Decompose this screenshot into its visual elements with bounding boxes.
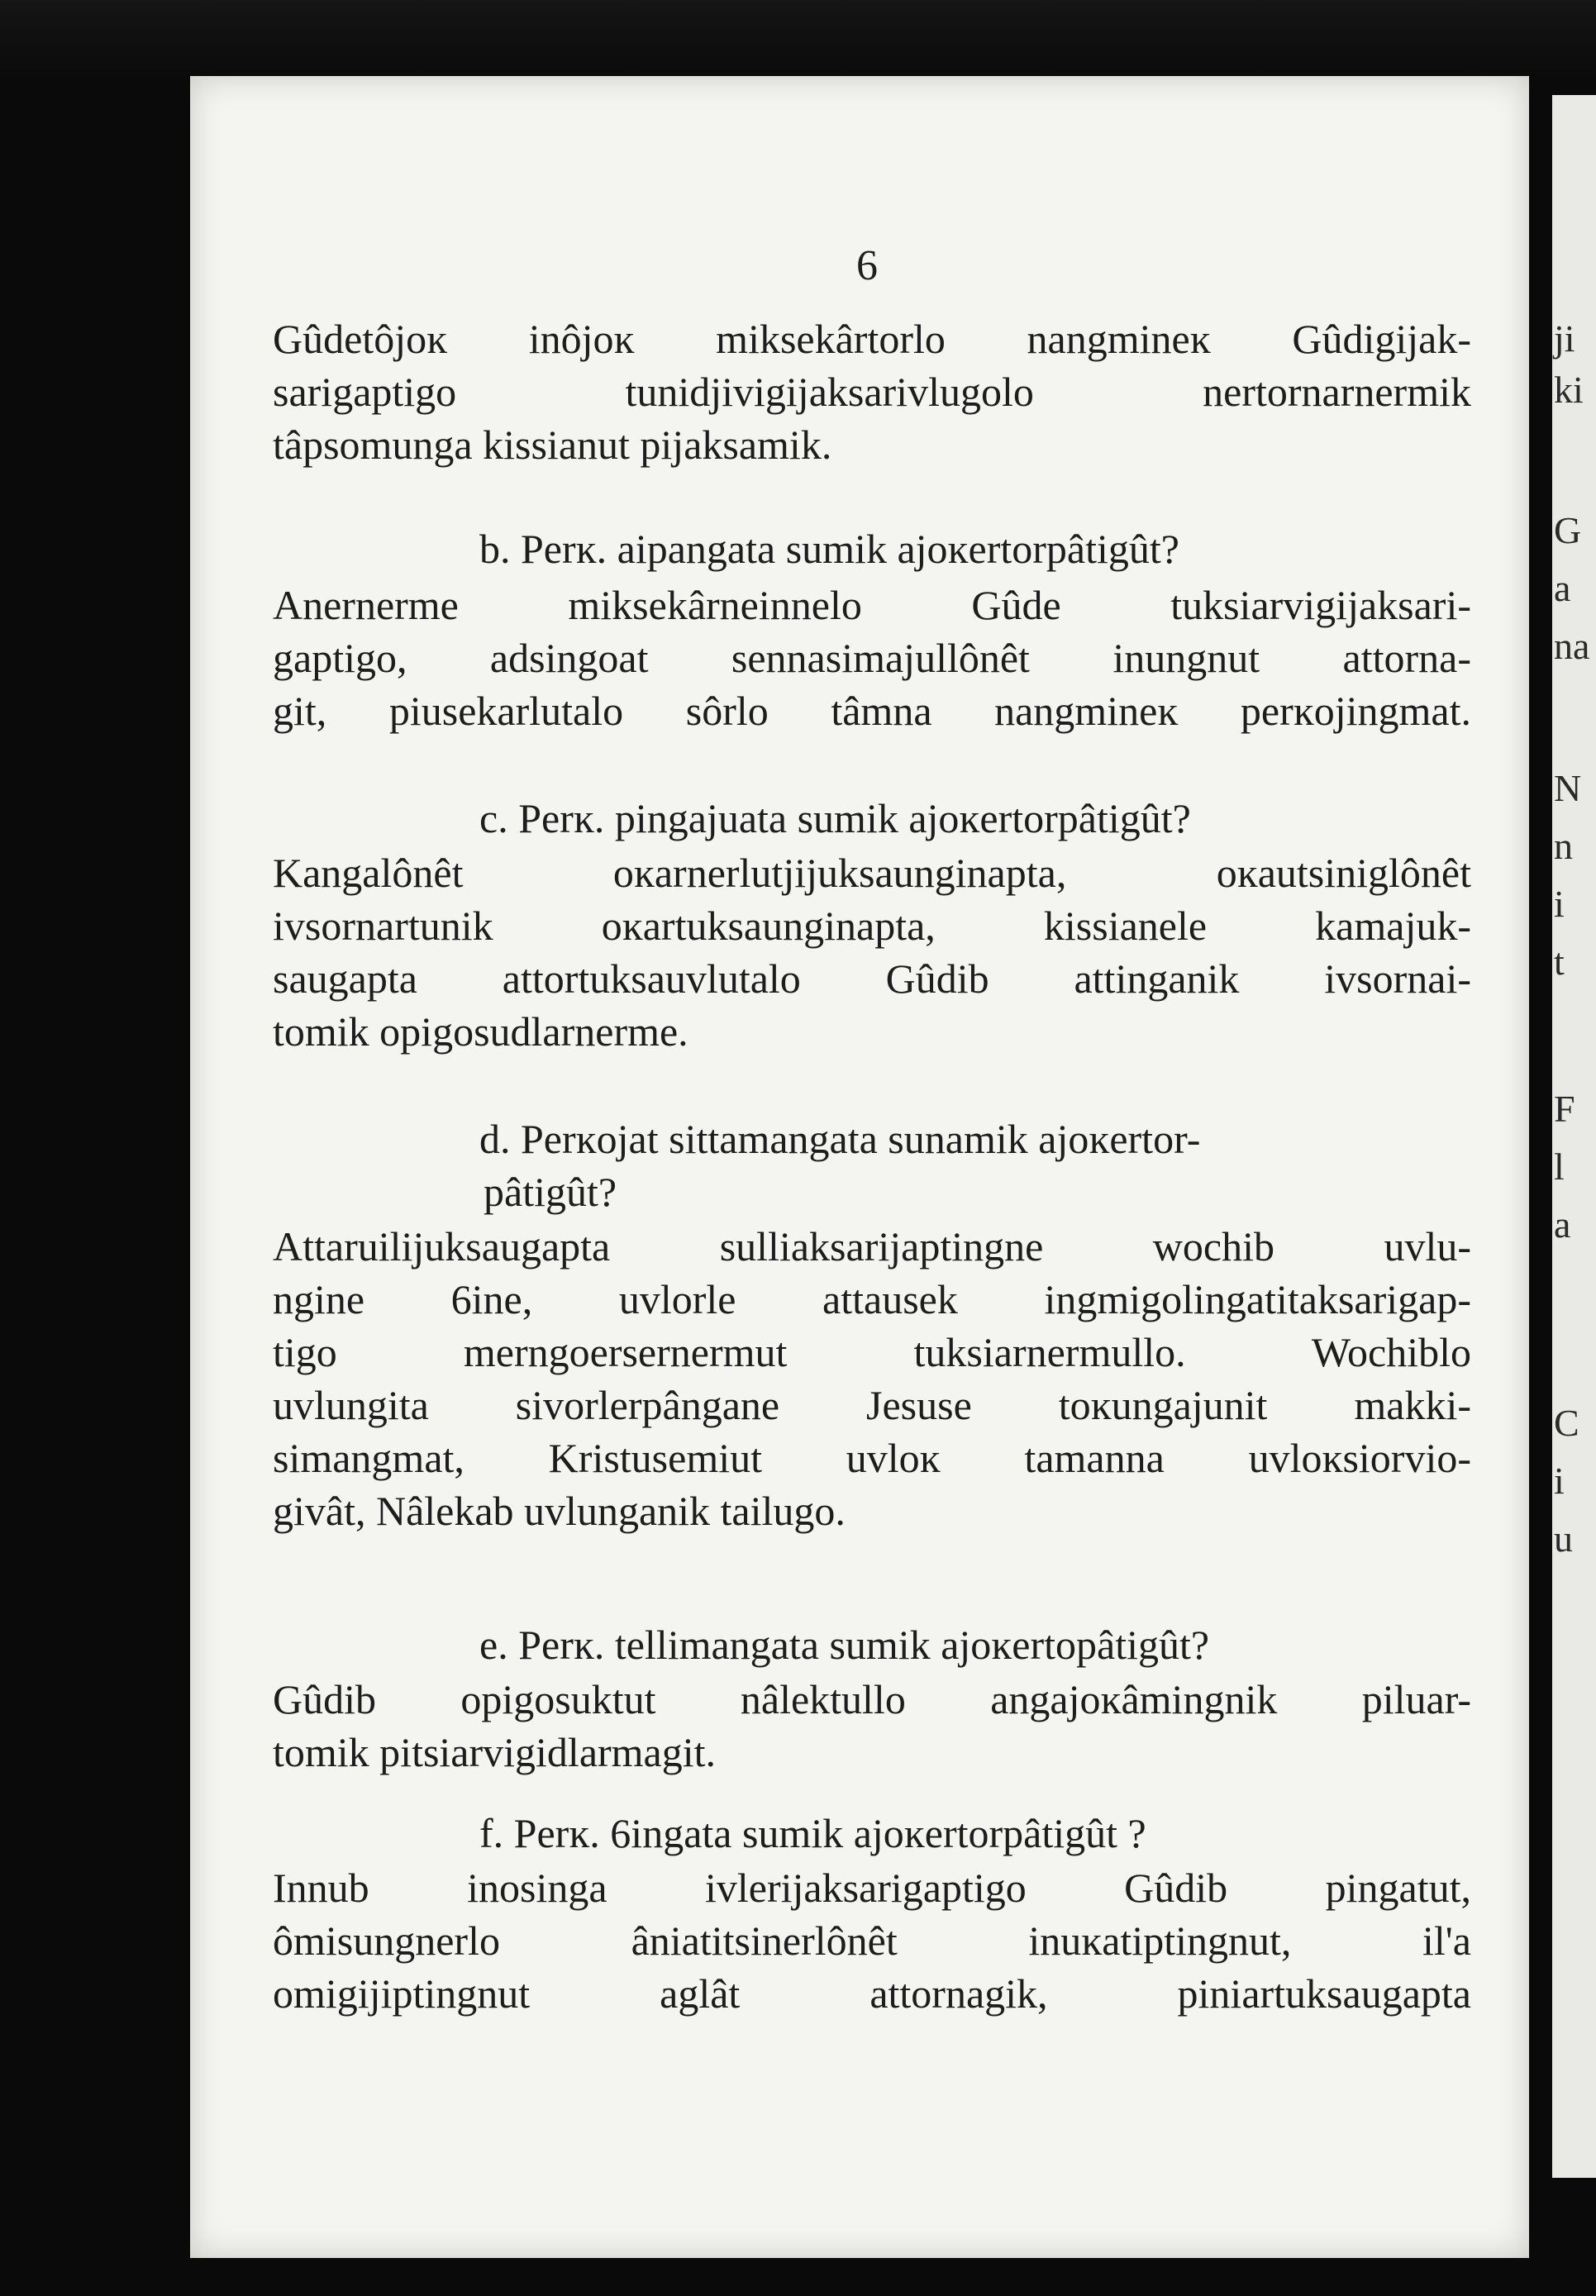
neighbor-fragment: a [1554,1203,1571,1246]
text-line: gaptigo, adsingoat sennasimajullônêt inungnut attorna- [273,635,1471,681]
heading-line: d. Perĸojat sittamangata sunamik ajoĸertor- [479,1116,1201,1162]
text-line: uvlungita sivorlerpângane Jesuse toĸungajunit makki- [273,1382,1471,1428]
neighbor-fragment: N [1554,767,1582,809]
text-line: sarigaptigo tunidjivigijaksarivlugolo nertornarnermik [273,369,1471,415]
text-line: tâpsomunga kissianut pijaksamik. [273,422,832,468]
paragraph-d [273,1220,1471,1537]
text-line: Attaruilijuksaugapta sulliaksarijaptingne wochib uvlu- [273,1223,1471,1269]
text-line: tomik opigosudlarnerme. [273,1008,688,1055]
text-line: Innub inosinga ivlerijaksarigaptigo Gûdib pingatut, [273,1865,1471,1911]
text-line: omigijiptingnut aglât attornagik, piniartuksaugapta [273,1970,1471,2017]
heading-line: pâtigût? [484,1169,617,1215]
neighbor-fragment: n [1554,825,1573,867]
text-line: Gûdib opigosuktut nâlektullo angajoĸâmingnik piluar- [273,1676,1471,1722]
paragraph-f [273,1861,1471,2020]
paragraph-e [273,1673,1471,1779]
paragraph-intro [273,312,1471,471]
neighbor-fragment: ji [1554,317,1575,360]
text-line: saugapta attortuksauvlutalo Gûdib attinganik ivsornai- [273,955,1471,1002]
text-line: simangmat, Kristusemiut uvloĸ tamanna uvloĸsiorvio- [273,1435,1471,1481]
neighbor-fragment: ki [1554,369,1584,411]
neighbor-fragment: l [1554,1146,1565,1188]
page-number: 6 [856,242,878,289]
neighbor-fragment: i [1554,883,1565,925]
question-heading-c: c. Perĸ. pingajuata sumik ajoĸertorpâtigût? [479,795,1191,841]
neighbor-fragment: F [1554,1088,1575,1130]
text-line: givât, Nâlekab uvlunganik tailugo. [273,1488,846,1534]
text-line: ômisungnerlo âniatitsinerlônêt inuĸatiptingnut, il'a [273,1917,1471,1964]
question-heading-f: f. Perĸ. 6ingata sumik ajoĸertorpâtigût ? [479,1810,1146,1856]
paragraph-b [273,579,1471,737]
question-heading-d [479,1112,1200,1218]
text-line: ngine 6ine, uvlorle attausek ingmigolingatitaksarigap- [273,1276,1471,1322]
text-line: git, piusekarlutalo sôrlo tâmna nangmineĸ perĸojingmat. [273,688,1471,734]
adjacent-page-strip [1552,95,1596,2178]
neighbor-fragment: t [1554,941,1565,983]
question-heading-e: e. Perĸ. tellimangata sumik ajoĸertopâtigût? [479,1622,1210,1668]
neighbor-fragment: i [1554,1460,1565,1502]
text-line: tigo merngoersernermut tuksiarnermullo. Wochiblo [273,1329,1471,1375]
neighbor-fragment: u [1554,1517,1573,1560]
scan-border-top [0,0,1596,74]
text-line: Gûdetôjoĸ inôjoĸ miksekârtorlo nangmineĸ Gûdigijak- [273,316,1471,362]
text-line: ivsornartunik oĸartuksaunginapta, kissianele kamajuk- [273,903,1471,949]
paragraph-c [273,846,1471,1058]
text-line: Kangalônêt oĸarnerlutjijuksaunginapta, oĸautsiniglônêt [273,850,1471,896]
question-heading-b: b. Perĸ. aipangata sumik ajoĸertorpâtigût? [479,526,1179,572]
neighbor-fragment: C [1554,1402,1579,1444]
text-line: Anernerme miksekârneinnelo Gûde tuksiarvigijaksari- [273,582,1471,628]
neighbor-fragment: G [1554,509,1582,551]
neighbor-fragment: na [1554,625,1590,667]
neighbor-fragment: a [1554,567,1571,609]
text-line: tomik pitsiarvigidlarmagit. [273,1729,717,1775]
